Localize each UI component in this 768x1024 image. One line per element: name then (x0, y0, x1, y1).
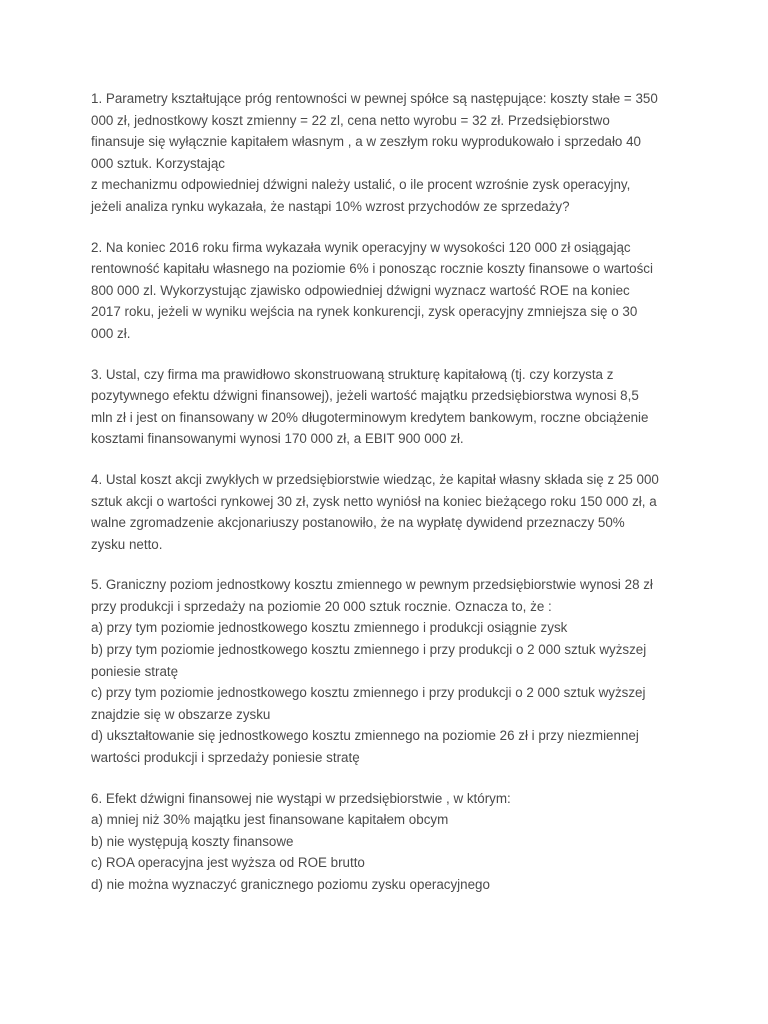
question-5-option-d: d) ukształtowanie się jednostkowego kosztu zmiennego na poziomie 26 zł i przy niezmiennej (91, 728, 639, 744)
question-3-line: 3. Ustal, czy firma ma prawidłowo skonstruowaną strukturę kapitałową (tj. czy korzysta z (91, 366, 614, 382)
question-1-line: 1. Parametry kształtujące próg rentowności w pewnej spółce są następujące: koszty stałe = 350 (91, 91, 658, 106)
question-5-option-b: b) przy tym poziomie jednostkowego kosztu zmiennego i przy produkcji o 2 000 sztuk wyższej (91, 642, 647, 658)
question-2-line: 2. Na koniec 2016 roku firma wykazała wynik operacyjny w wysokości 120 000 zł osiągając (91, 239, 631, 255)
document-body (91, 88, 691, 915)
question-2-line: 2017 roku, jeżeli w wyniku wejścia na rynek konkurencji, zysk operacyjny zmniejsza się o 30 (91, 304, 638, 320)
question-1 (91, 88, 691, 218)
question-1-line: jeżeli analiza rynku wykazała, że nastąpi 10% wzrost przychodów ze sprzedaży? (91, 198, 570, 214)
question-6-option-d: d) nie można wyznaczyć granicznego poziomu zysku operacyjnego (91, 877, 490, 892)
question-6-option-c: c) ROA operacyjna jest wyższa od ROE brutto (91, 855, 365, 871)
question-3 (91, 364, 691, 450)
question-1-line: 000 zł, jednostkowy koszt zmienny = 22 zl, cena netto wyrobu = 32 zł. Przedsiębiorstwo (91, 112, 610, 128)
question-5-option-b-cont: poniesie stratę (91, 663, 179, 679)
question-6-option-a: a) mniej niż 30% majątku jest finansowane kapitałem obcym (91, 812, 449, 828)
question-5-option-d-cont: wartości produkcji i sprzedaży poniesie stratę (91, 750, 360, 766)
question-4-line: 4. Ustal koszt akcji zwykłych w przedsiębiorstwie wiedząc, że kapitał własny składa się z 25 000 (91, 471, 659, 487)
question-3-line: mln zł i jest on finansowany w 20% długoterminowym kredytem bankowym, roczne obciążenie (91, 409, 649, 425)
question-5-line: przy produkcji i sprzedaży na poziomie 20 000 sztuk rocznie. Oznacza to, że : (91, 598, 552, 614)
question-5-option-c: c) przy tym poziomie jednostkowego kosztu zmiennego i przy produkcji o 2 000 sztuk wyższej (91, 685, 646, 701)
question-3-line: pozytywnego efektu dźwigni finansowej), jeżeli wartość majątku przedsiębiorstwa wynosi 8,5 (91, 388, 639, 404)
question-2-line: 800 000 zl. Wykorzystując zjawisko odpowiedniej dźwigni wyznacz wartość ROE na koniec (91, 282, 630, 298)
question-6-option-b: b) nie występują koszty finansowe (91, 833, 294, 849)
question-1-line: finansuje się wyłącznie kapitałem własnym , a w zeszłym roku wyprodukowało i sprzedało 40 (91, 134, 641, 150)
question-1-line: 000 sztuk. Korzystając (91, 155, 225, 171)
question-4-line: walne zgromadzenie akcjonariuszy postanowiło, że na wypłatę dywidend przeznaczy 50% (91, 515, 625, 531)
question-2-line: 000 zł. (91, 325, 131, 341)
question-2 (91, 237, 691, 345)
question-1-line: z mechanizmu odpowiedniej dźwigni należy ustalić, o ile procent wzrośnie zysk operacyjny, (91, 177, 631, 193)
question-6 (91, 788, 691, 896)
question-5-option-c-cont: znajdzie się w obszarze zysku (91, 706, 271, 722)
question-4 (91, 469, 691, 555)
question-4-line: zysku netto. (91, 536, 163, 552)
question-5-option-a: a) przy tym poziomie jednostkowego kosztu zmiennego i produkcji osiągnie zysk (91, 620, 568, 636)
question-3-line: kosztami finansowanymi wynosi 170 000 zł, a EBIT 900 000 zł. (91, 431, 464, 447)
question-5 (91, 574, 691, 768)
question-2-line: rentowność kapitału własnego na poziomie 6% i ponosząc rocznie koszty finansowe o wartości (91, 261, 653, 277)
question-4-line: sztuk akcji o wartości rynkowej 30 zł, zysk netto wyniósł na koniec bieżącego roku 150 000 zł, a (91, 493, 657, 509)
question-6-line: 6. Efekt dźwigni finansowej nie wystąpi w przedsiębiorstwie , w którym: (91, 790, 511, 806)
question-5-line: 5. Graniczny poziom jednostkowy kosztu zmiennego w pewnym przedsiębiorstwie wynosi 28 zł (91, 577, 653, 593)
